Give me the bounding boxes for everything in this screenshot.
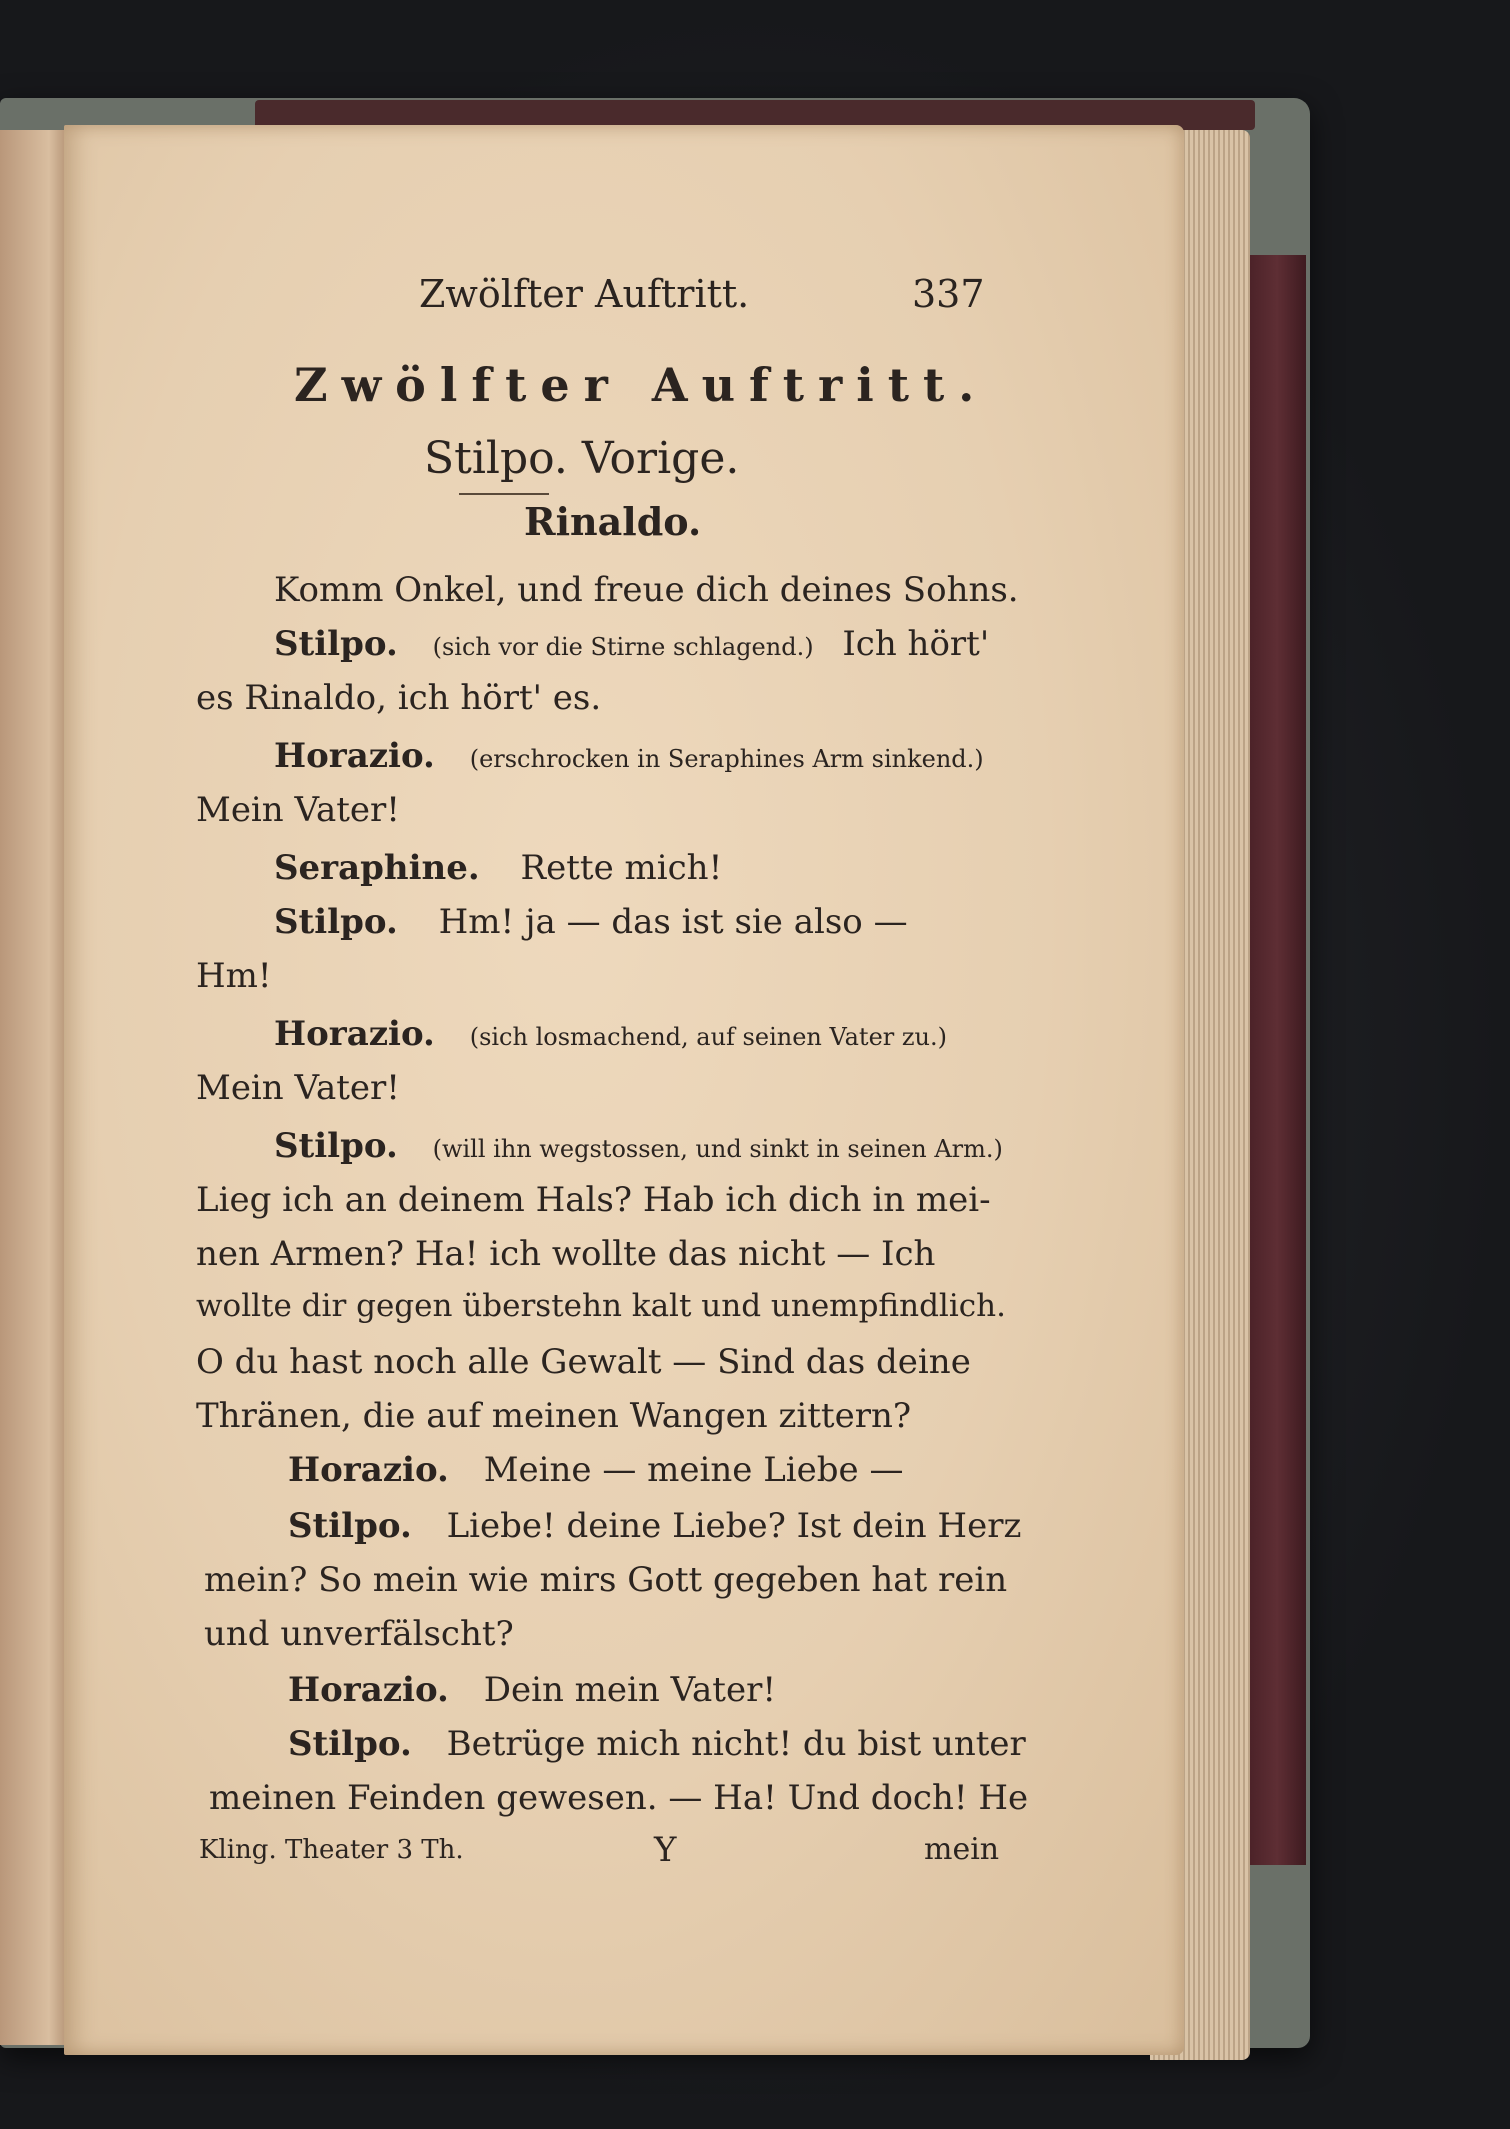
line-text: mein? So mein wie mirs Gott gegeben hat rein (204, 1560, 1008, 1600)
text-line (196, 956, 272, 996)
text-line (274, 902, 908, 942)
text-line (209, 1778, 1029, 1818)
text-line (204, 1560, 1008, 1600)
cast-list: Stilpo. Vorige. (424, 433, 740, 484)
speaker-name: Stilpo. (288, 1506, 412, 1546)
line-text: Hm! ja — das ist sie also — (438, 902, 908, 942)
speaker-name: Stilpo. (274, 624, 398, 664)
line-text: es Rinaldo, ich hört' es. (196, 678, 602, 718)
text-line (196, 1068, 400, 1108)
line-text: Lieg ich an deinem Hals? Hab ich dich in mei- (196, 1180, 991, 1220)
stage-direction: (will ihn wegstossen, und sinkt in seinen Arm.) (432, 1135, 1003, 1163)
stage-direction: (erschrocken in Seraphines Arm sinkend.) (469, 745, 984, 773)
signature-mark: Y (654, 1830, 677, 1870)
catchword: mein (924, 1832, 1000, 1867)
text-line (274, 1014, 947, 1054)
text-line (196, 678, 602, 718)
text-line (204, 1614, 514, 1654)
text-line (274, 848, 723, 888)
text-line (288, 1506, 1022, 1546)
line-text: Ich hört' (842, 624, 990, 664)
speaker-heading: Rinaldo. (524, 499, 702, 544)
speaker-name: Stilpo. (274, 902, 398, 942)
book-page (64, 125, 1184, 2055)
line-text: Liebe! deine Liebe? Ist dein Herz (446, 1506, 1022, 1546)
text-line (196, 1342, 971, 1382)
book-spine-band (1248, 255, 1306, 1865)
text-line (288, 1450, 904, 1490)
speaker-name: Stilpo. (274, 1126, 398, 1166)
stage-direction: (sich vor die Stirne schlagend.) (432, 633, 814, 661)
running-head: Zwölfter Auftritt. (419, 272, 750, 316)
line-text: Hm! (196, 956, 272, 996)
page-number: 337 (912, 272, 985, 316)
line-text: Betrüge mich nicht! du bist unter (446, 1724, 1026, 1764)
line-text: Dein mein Vater! (483, 1670, 777, 1710)
text-line (274, 624, 990, 664)
line-text: Komm Onkel, und freue dich deines Sohns. (274, 570, 1019, 610)
text-line (196, 1288, 1006, 1324)
scene-title: Zwölfter Auftritt. (294, 358, 989, 412)
text-line (274, 736, 984, 776)
line-text: Thränen, die auf meinen Wangen zittern? (196, 1396, 912, 1436)
text-line (196, 1234, 936, 1274)
printer-signature: Kling. Theater 3 Th. (199, 1835, 464, 1865)
text-line (196, 790, 400, 830)
line-text: Mein Vater! (196, 790, 400, 830)
divider (459, 493, 549, 495)
text-line (196, 1180, 991, 1220)
left-page (0, 130, 70, 2045)
text-line (288, 1670, 777, 1710)
line-text: und unverfälscht? (204, 1614, 514, 1654)
line-text: Meine — meine Liebe — (483, 1450, 904, 1490)
line-text: wollte dir gegen überstehn kalt und unempfindlich. (196, 1288, 1006, 1324)
stage-direction: (sich losmachend, auf seinen Vater zu.) (469, 1023, 947, 1051)
speaker-name: Horazio. (288, 1450, 449, 1490)
speaker-name: Horazio. (288, 1670, 449, 1710)
text-line (196, 1396, 912, 1436)
speaker-name: Seraphine. (274, 848, 480, 888)
text-line (288, 1724, 1026, 1764)
line-text: meinen Feinden gewesen. — Ha! Und doch! He (209, 1778, 1029, 1818)
text-line (274, 570, 1019, 610)
line-text: O du hast noch alle Gewalt — Sind das deine (196, 1342, 971, 1382)
line-text: Rette mich! (520, 848, 723, 888)
speaker-name: Stilpo. (288, 1724, 412, 1764)
speaker-name: Horazio. (274, 1014, 435, 1054)
speaker-name: Horazio. (274, 736, 435, 776)
text-line (274, 1126, 1003, 1166)
line-text: nen Armen? Ha! ich wollte das nicht — Ich (196, 1234, 936, 1274)
line-text: Mein Vater! (196, 1068, 400, 1108)
